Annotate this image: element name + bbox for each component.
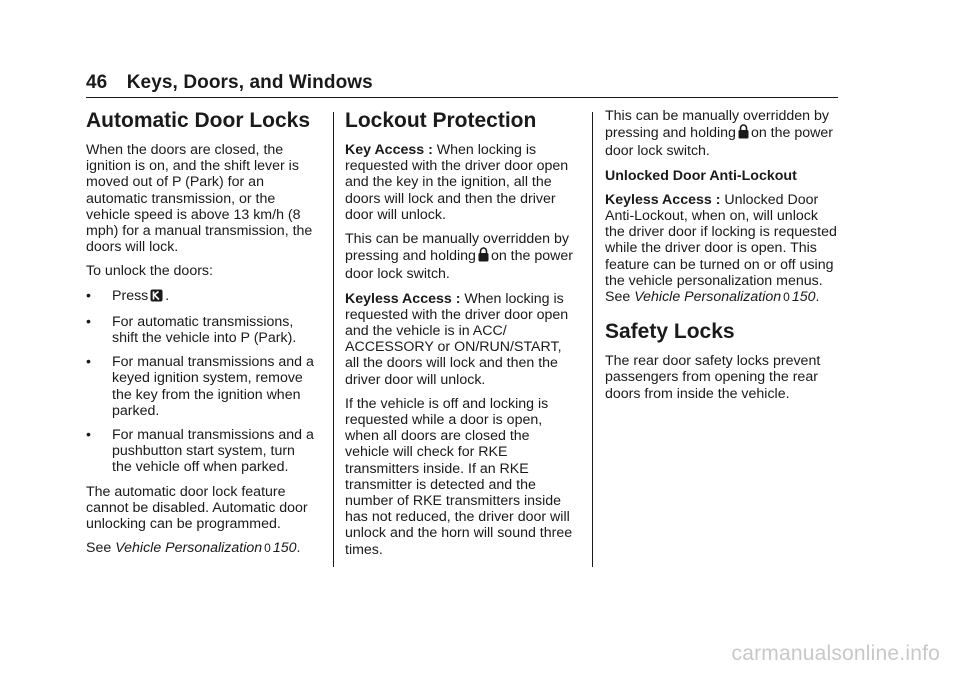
paragraph: The automatic door lock feature cannot be disabled. Automatic door unlocking can be programmed. [86, 483, 308, 533]
label-keyless-access: Keyless Access : [345, 290, 461, 307]
unlock-key-icon [150, 289, 163, 306]
column-1 [86, 108, 318, 564]
page-ref-arrow: 0 [264, 541, 271, 556]
bullet-text: For manual transmissions and a keyed ignition system, remove the key from the ignition when parked. [112, 354, 314, 419]
paragraph: When the doors are closed, the ignition is on, and the shift lever is moved out of P (Park) for an automatic transmission, or the vehicle speed is above 13 km/h (8 mph) for a manual transmission, the doors will lock. [86, 142, 313, 256]
heading-lockout-protection: Lockout Protection [345, 109, 537, 132]
list-item [86, 427, 318, 476]
bullet-text: For manual transmissions and a pushbutton start system, turn the vehicle off when parked. [112, 427, 314, 476]
label-key-access: Key Access : [345, 142, 433, 158]
xref-link[interactable]: Vehicle Personalization [634, 289, 782, 306]
page-header [86, 72, 373, 94]
bullet-marker: • [86, 427, 91, 444]
paragraph: This can be manually overridden by pressing and holding on the power door lock switch. [345, 231, 573, 283]
column-divider [592, 112, 593, 567]
label-keyless-access: Keyless Access : [605, 191, 721, 208]
paragraph: This can be manually overridden by pressing and holding on the power door lock switch. [605, 108, 833, 160]
page-ref-arrow: 0 [783, 290, 790, 305]
watermark: carmanualsonline.info [731, 642, 940, 665]
column-divider [333, 112, 334, 567]
bullet-text: Press [112, 287, 149, 304]
xref-page[interactable]: 150 [272, 540, 297, 557]
paragraph: Keyless Access : When locking is requested with the driver door open and the vehicle is in ACC/ ACCESSORY or ON/RUN/START, all the doors will lock and then the driver door will unlock. [345, 290, 569, 388]
heading-automatic-door-locks: Automatic Door Locks [86, 109, 311, 132]
column-3 [605, 108, 837, 410]
xref-page[interactable]: 150 [791, 289, 816, 306]
paragraph: To unlock the doors: [86, 263, 213, 280]
heading-safety-locks: Safety Locks [605, 320, 735, 344]
paragraph: The rear door safety locks prevent passengers from opening the rear doors from inside the vehicle. [605, 353, 821, 402]
page-number: 46 [86, 72, 108, 93]
section-title: Keys, Doors, and Windows [126, 72, 373, 93]
lock-icon [478, 247, 489, 266]
list-item [86, 314, 318, 346]
xref-link[interactable]: Vehicle Personalization [115, 540, 263, 557]
column-2 [345, 108, 577, 566]
header-rule [86, 97, 838, 98]
bullet-text: For automatic transmissions, shift the vehicle into P (Park). [112, 313, 297, 347]
lock-icon [738, 124, 749, 143]
bullet-marker: • [86, 313, 91, 330]
bullet-marker: • [86, 354, 91, 371]
list-item [86, 354, 318, 419]
list-item: • Press . [86, 288, 318, 306]
paragraph: Key Access : When locking is requested with the driver door open and the key in the ignition, all the doors will lock and then the driver door will unlock. [345, 142, 569, 223]
paragraph: Keyless Access : Unlocked Door Anti-Lockout, when on, will unlock the driver door if locking is requested while the driver door is open. This feature can be turned on or off using the vehicle personalization menus. See Vehicle Personalization 0 150. [605, 191, 837, 306]
paragraph: If the vehicle is off and locking is requested while a door is open, when all doors are closed the vehicle will check for RKE transmitters inside. If an RKE transmitter is detected and the number of RKE transmitters inside has not reduced, the driver door will unlock and the horn will sound three times. [345, 395, 573, 558]
cross-reference: See Vehicle Personalization 0 150. [86, 540, 301, 557]
bullet-marker: • [86, 287, 91, 304]
subheading-unlocked-door-anti-lockout: Unlocked Door Anti-Lockout [605, 167, 797, 184]
